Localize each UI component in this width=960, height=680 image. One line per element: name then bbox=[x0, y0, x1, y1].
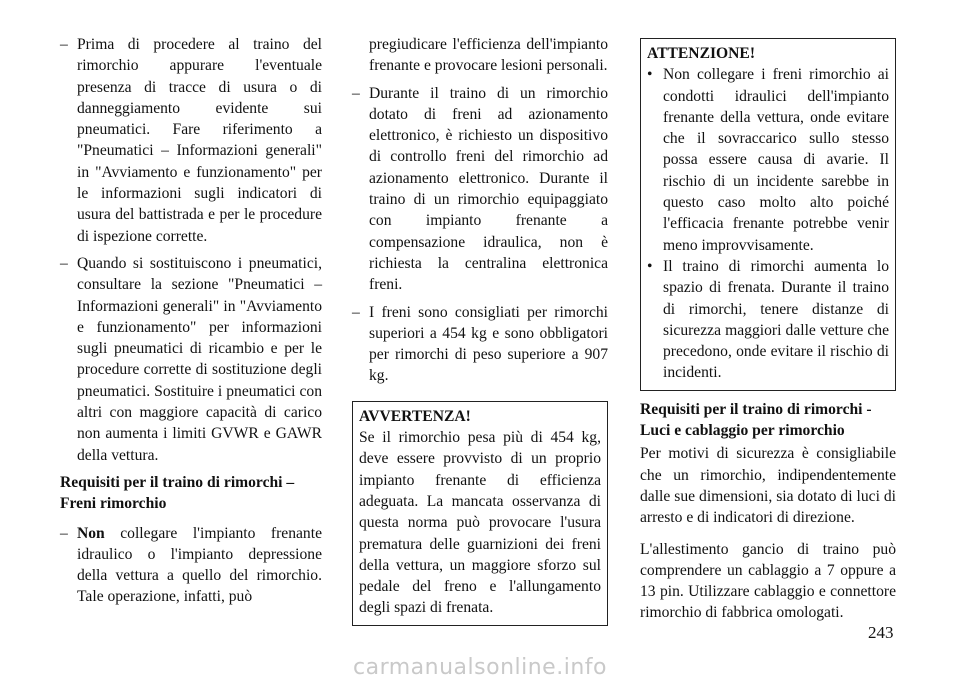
column-right bbox=[640, 38, 896, 634]
warning-box bbox=[352, 401, 608, 626]
list-item bbox=[60, 34, 322, 247]
continuation-text: pregiudicare l'efficienza dell'impianto frenante e provocare lesioni personali. bbox=[369, 36, 608, 75]
page-number: 243 bbox=[868, 623, 894, 642]
list-item-text: I freni sono consigliati per rimorchi superiori a 454 kg e sono obbligatori per rimorchi di peso superiore a 907 kg. bbox=[369, 303, 608, 385]
section-heading: Requisiti per il traino di rimorchi – Freni rimorchio bbox=[60, 473, 295, 513]
list-item bbox=[60, 523, 322, 608]
bullet-dot-icon: • bbox=[647, 257, 653, 275]
list-item bbox=[60, 253, 322, 466]
list-item-text: Prima di procedere al traino del rimorchio appurare l'eventuale presenza di tracce di usura o di danneggiamento evidente sui pneumatici. Fare riferimento a "Pneumatici – Informazioni generali" in "Avviamento e funzionamento" per le informazioni sugli indicatori di usura del battistrada e per le procedure di ispezione corrette. bbox=[77, 36, 322, 245]
body-paragraph: Per motivi di sicurezza è consigliabile che un rimorchio, indipendentemente dalle sue dimensioni, sia dotato di luci di arresto e di indicatori di direzione. bbox=[640, 445, 896, 527]
list-item-text: Durante il traino di un rimorchio dotato di freni ad azionamento elettronico, è richiesto un dispositivo di controllo freni del rimorchio ad azionamento elettronico. Durante il traino di un rimorchio equipaggiato con impianto frenante a compensazione idraulica, non è richiesta la centralina elettronica freni. bbox=[369, 84, 608, 294]
caution-bullet-text: Il traino di rimorchi aumenta lo spazio di frenata. Durante il traino di rimorchi, tenere distanze di sicurezza maggiori dalle vetture che precedono, onde evitare il rischio di incidenti. bbox=[663, 257, 889, 382]
caution-bullet bbox=[647, 256, 889, 384]
caution-title: ATTENZIONE! bbox=[647, 45, 756, 62]
column-middle bbox=[352, 34, 608, 626]
watermark-text: carmanualsonline.info bbox=[353, 655, 607, 680]
dash-mark: – bbox=[60, 524, 68, 542]
emphasis-text: Non bbox=[77, 524, 105, 542]
caution-bullet-text: Non collegare i freni rimorchio ai condotti idraulici dell'impianto frenante della vettura, onde evitare che il sovraccarico sullo stesso possa essere causa di avarie. Il rischio di un incidente sarebbe in questo caso molto alto poiché l'efficacia frenante potrebbe venir meno improvvisamente. bbox=[663, 66, 889, 254]
dash-mark: – bbox=[60, 254, 68, 272]
bullet-dot-icon: • bbox=[647, 66, 653, 84]
body-paragraph: L'allestimento gancio di traino può comprendere un cablaggio a 7 oppure a 13 pin. Utilizzare cablaggio e connettore rimorchio di fabbrica omologati. bbox=[640, 540, 896, 622]
list-item bbox=[352, 83, 608, 296]
dash-mark: – bbox=[352, 303, 360, 321]
warning-text: Se il rimorchio pesa più di 454 kg, deve essere provvisto di un proprio impianto frenante di efficienza adeguata. La mancata osservanza di questa norma può provocare l'usura prematura delle guarnizioni dei freni della vettura, un maggiore sforzo sul pedale del freno e l'allungamento degli spazi di frenata. bbox=[359, 429, 601, 617]
column-left bbox=[60, 34, 322, 614]
section-heading: Requisiti per il traino di rimorchi - Luci e cablaggio per rimorchio bbox=[640, 400, 872, 440]
list-item bbox=[352, 302, 608, 387]
caution-bullet bbox=[647, 64, 889, 256]
dash-mark: – bbox=[60, 36, 68, 53]
caution-box bbox=[640, 38, 896, 391]
list-item-text: Quando si sostituiscono i pneumatici, consultare la sezione "Pneumatici – Informazioni generali" in "Avviamento e funzionamento" per informazioni sugli pneumatici di ricambio e per le procedure corrette di sostituzione degli pneumatici. Sostituire i pneumatici con altri con maggiore capacità di carico non aumenta i limiti GVWR e GAWR della vettura. bbox=[77, 254, 322, 464]
dash-mark: – bbox=[352, 84, 360, 102]
list-item-text: collegare l'impianto frenante idraulico o l'impianto depressione della vettura a quello del rimorchio. Tale operazione, infatti, può bbox=[77, 524, 322, 606]
warning-title: AVVERTENZA! bbox=[359, 407, 471, 425]
